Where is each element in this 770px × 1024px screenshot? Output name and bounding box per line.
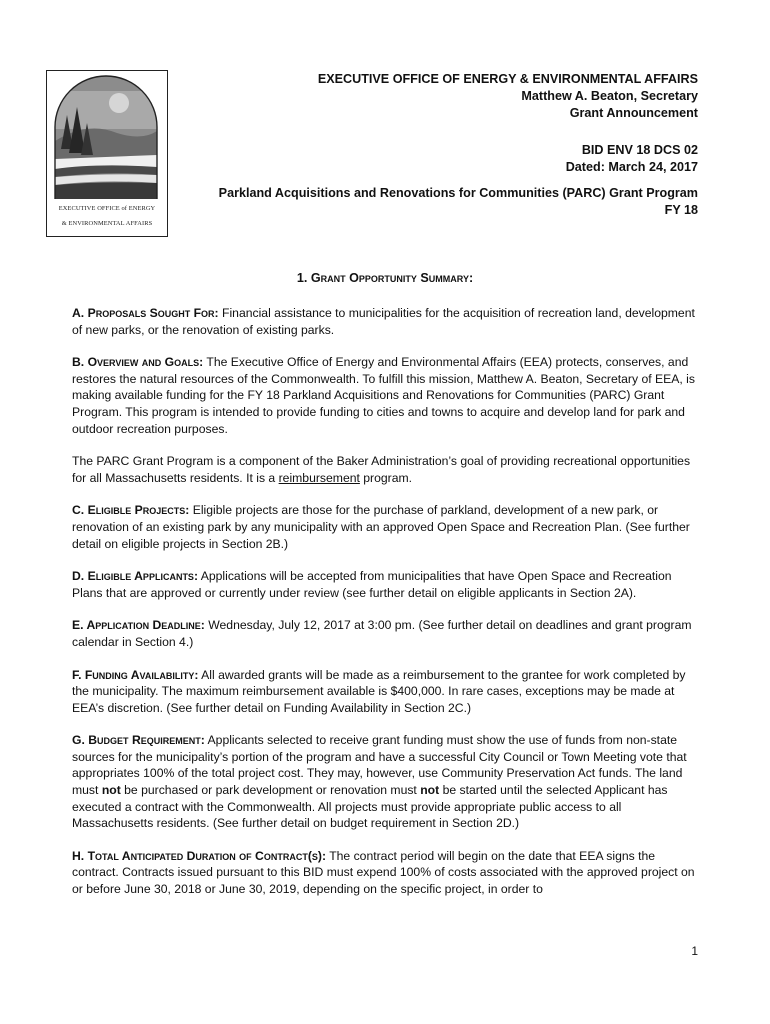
section-g-not-1: not [101,783,121,798]
section-f [72,667,696,717]
section-g-not-2: not [420,783,440,798]
section-c-label: C. Eligible Projects: [72,503,190,518]
logo-caption-line2: & ENVIRONMENTAL AFFAIRS [61,220,153,227]
section-g-text-1: Applicants selected to receive grant funding must show the use of funds from non-state sources for the municipality’s portion of the program and have a successful City Council or Town Meeting vote that appropriates 100% of the total project cost. They may, however, use Community Preservation Act funds. The land must [72,733,687,798]
section-h-label: H. Total Anticipated Duration of Contract(s): [72,848,327,863]
section-e-text: Wednesday, July 12, 2017 at 3:00 pm. (See further detail on deadlines and grant program calendar in Section 4.) [72,618,692,649]
section-b [72,354,696,437]
section-e-label: E. Application Deadline: [72,618,205,633]
section-b-label: B. Overview and Goals: [72,355,204,370]
office-title: EXECUTIVE OFFICE OF ENERGY & ENVIRONMENTAL AFFAIRS [317,72,698,86]
program-title: Parkland Acquisitions and Renovations for Communities (PARC) Grant Program [218,186,698,200]
section-a-text: Financial assistance to municipalities for the acquisition of recreation land, development of new parks, or the renovation of existing parks. [72,306,695,337]
section-f-label: F. Funding Availability: [72,667,199,682]
section-a [72,305,696,338]
secretary-name: Matthew A. Beaton, Secretary [521,89,698,103]
section-c-text: Eligible projects are those for the purchase of parkland, development of a new park, or renovation of an existing park by any municipality with an approved Open Space and Recreation Plan. (See further detail on eligible projects in Section 2B.) [72,503,690,551]
section-g-text-3: be started until the selected Applicant has executed a contract with the Commonwealth. All projects must provide appropriate public access to all Massachusetts residents. (See further detail on budget requirement in Section 2D.) [72,783,668,831]
section-g [72,732,696,832]
bid-number: BID ENV 18 DCS 02 [581,143,698,157]
section-d-label: D. Eligible Applicants: [72,569,198,584]
eea-logo [46,70,168,237]
section-e [72,617,696,650]
fiscal-year: FY 18 [664,203,698,217]
section-g-text-2: be purchased or park development or renovation must [124,783,417,798]
section-h [72,848,696,898]
section-f-text: All awarded grants will be made as a reimbursement to the grantee for work completed by the municipality. The maximum reimbursement available is $400,000. In rare cases, exceptions may be made at EEA’s discretion. (See further detail on Funding Availability in Section 2C.) [72,667,686,715]
page-number: 1 [691,944,698,958]
section-b-continued [72,453,696,486]
summary-body [72,305,696,914]
document-header [219,71,698,219]
reimbursement-emphasis: reimbursement [278,470,360,485]
section-d [72,568,696,601]
section-a-label: A. Proposals Sought For: [72,306,219,320]
section-d-text: Applications will be accepted from municipalities that have Open Space and Recreation Plans that are approved or currently under review (see further detail on eligible applicants in Section 2A). [72,569,672,600]
section-b2-text-before: The PARC Grant Program is a component of the Baker Administration’s goal of providing recreational opportunities for all Massachusetts residents. It is a [72,454,691,485]
date-line: Dated: March 24, 2017 [565,160,698,174]
section-h-text: The contract period will begin on the date that EEA signs the contract. Contracts issued pursuant to this BID must expend 100% of costs associated with the approved project on or before June 30, 2018 or June 30, 2019, depending on the specific project, in order to [72,848,695,897]
section-g-label: G. Budget Requirement: [72,733,205,748]
section-c [72,502,696,552]
logo-caption-line1: EXECUTIVE OFFICE of ENERGY [58,205,156,212]
section-b2-text-after: program. [363,470,413,485]
section-title: 1. Grant Opportunity Summary: [296,271,474,285]
section-b-text: The Executive Office of Energy and Environmental Affairs (EEA) protects, conserves, and restores the natural resources of the Commonwealth. To fulfill this mission, Matthew A. Beaton, Secretary of EEA, is making available funding for the FY 18 Parkland Acquisitions and Renovations for Communities (PARC) Grant Program. This program is intended to provide funding to cities and towns to acquire and develop land for park and outdoor recreation purposes. [72,355,695,436]
document-type: Grant Announcement [569,106,698,120]
